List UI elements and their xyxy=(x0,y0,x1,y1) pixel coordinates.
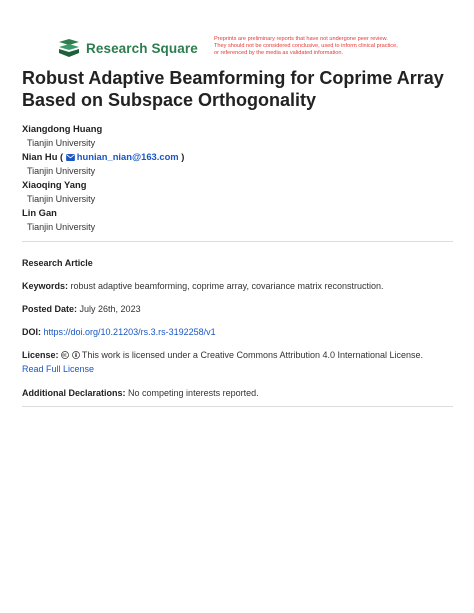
license-label: License: xyxy=(22,350,59,360)
author-affiliation: Tianjin University xyxy=(27,222,96,232)
research-square-logo[interactable] xyxy=(57,36,198,60)
author-name: Xiangdong Huang xyxy=(22,123,103,134)
posted-date-value: July 26th, 2023 xyxy=(79,304,141,314)
close-paren: ) xyxy=(181,151,185,162)
doi-row xyxy=(22,326,452,339)
author-name-with-email xyxy=(22,150,452,164)
paper-title xyxy=(22,67,462,111)
disclaimer-line: or referenced by the media as validated information. xyxy=(214,50,344,56)
author-affiliation: Tianjin University xyxy=(27,166,96,176)
keywords-value: robust adaptive beamforming, coprime array, covariance matrix reconstruction. xyxy=(70,281,384,291)
author-item xyxy=(22,206,452,234)
doi-label: DOI: xyxy=(22,327,41,337)
section-divider xyxy=(22,406,453,407)
cc-icon xyxy=(61,351,69,359)
open-paren: ( xyxy=(60,151,64,162)
license-text: This work is licensed under a Creative Commons Attribution 4.0 International License. xyxy=(81,350,424,360)
disclaimer-line: Preprints are preliminary reports that have not undergone peer review. xyxy=(214,36,388,42)
license-row xyxy=(22,349,452,362)
keywords-row xyxy=(22,280,452,293)
header xyxy=(57,36,457,62)
declarations-label: Additional Declarations: xyxy=(22,388,126,398)
preprint-disclaimer xyxy=(214,36,464,57)
read-full-license-link[interactable]: Read Full License xyxy=(22,364,95,374)
article-type xyxy=(22,257,452,270)
author-list xyxy=(22,122,452,234)
author-item xyxy=(22,122,452,150)
author-affiliation: Tianjin University xyxy=(27,194,96,204)
posted-date-row xyxy=(22,303,452,316)
author-name: Lin Gan xyxy=(22,207,57,218)
posted-date-label: Posted Date: xyxy=(22,304,78,314)
title-line: Based on Subspace Orthogonality xyxy=(22,90,317,110)
license-link-row xyxy=(22,363,452,376)
author-item xyxy=(22,150,452,178)
doi-link[interactable]: https://doi.org/10.21203/rs.3.rs-3192258/v1 xyxy=(43,327,216,337)
keywords-label: Keywords: xyxy=(22,281,69,291)
author-name: Nian Hu xyxy=(22,151,58,162)
author-affiliation: Tianjin University xyxy=(27,138,96,148)
envelope-icon xyxy=(66,154,75,161)
disclaimer-line: They should not be considered conclusive, used to inform clinical practice, xyxy=(214,43,398,49)
author-name: Xiaoqing Yang xyxy=(22,179,87,190)
article-type-label: Research Article xyxy=(22,258,93,268)
title-line: Robust Adaptive Beamforming for Coprime Array xyxy=(22,68,444,88)
author-item xyxy=(22,178,452,206)
section-divider xyxy=(22,241,453,242)
author-email: hunian_nian@163.com xyxy=(76,151,179,162)
cc-by-icon xyxy=(72,351,80,359)
declarations-row xyxy=(22,387,452,400)
author-email-link[interactable] xyxy=(66,151,185,162)
research-square-logo-icon xyxy=(57,38,81,58)
declarations-value: No competing interests reported. xyxy=(128,388,259,398)
logo-text: Research Square xyxy=(86,40,198,56)
